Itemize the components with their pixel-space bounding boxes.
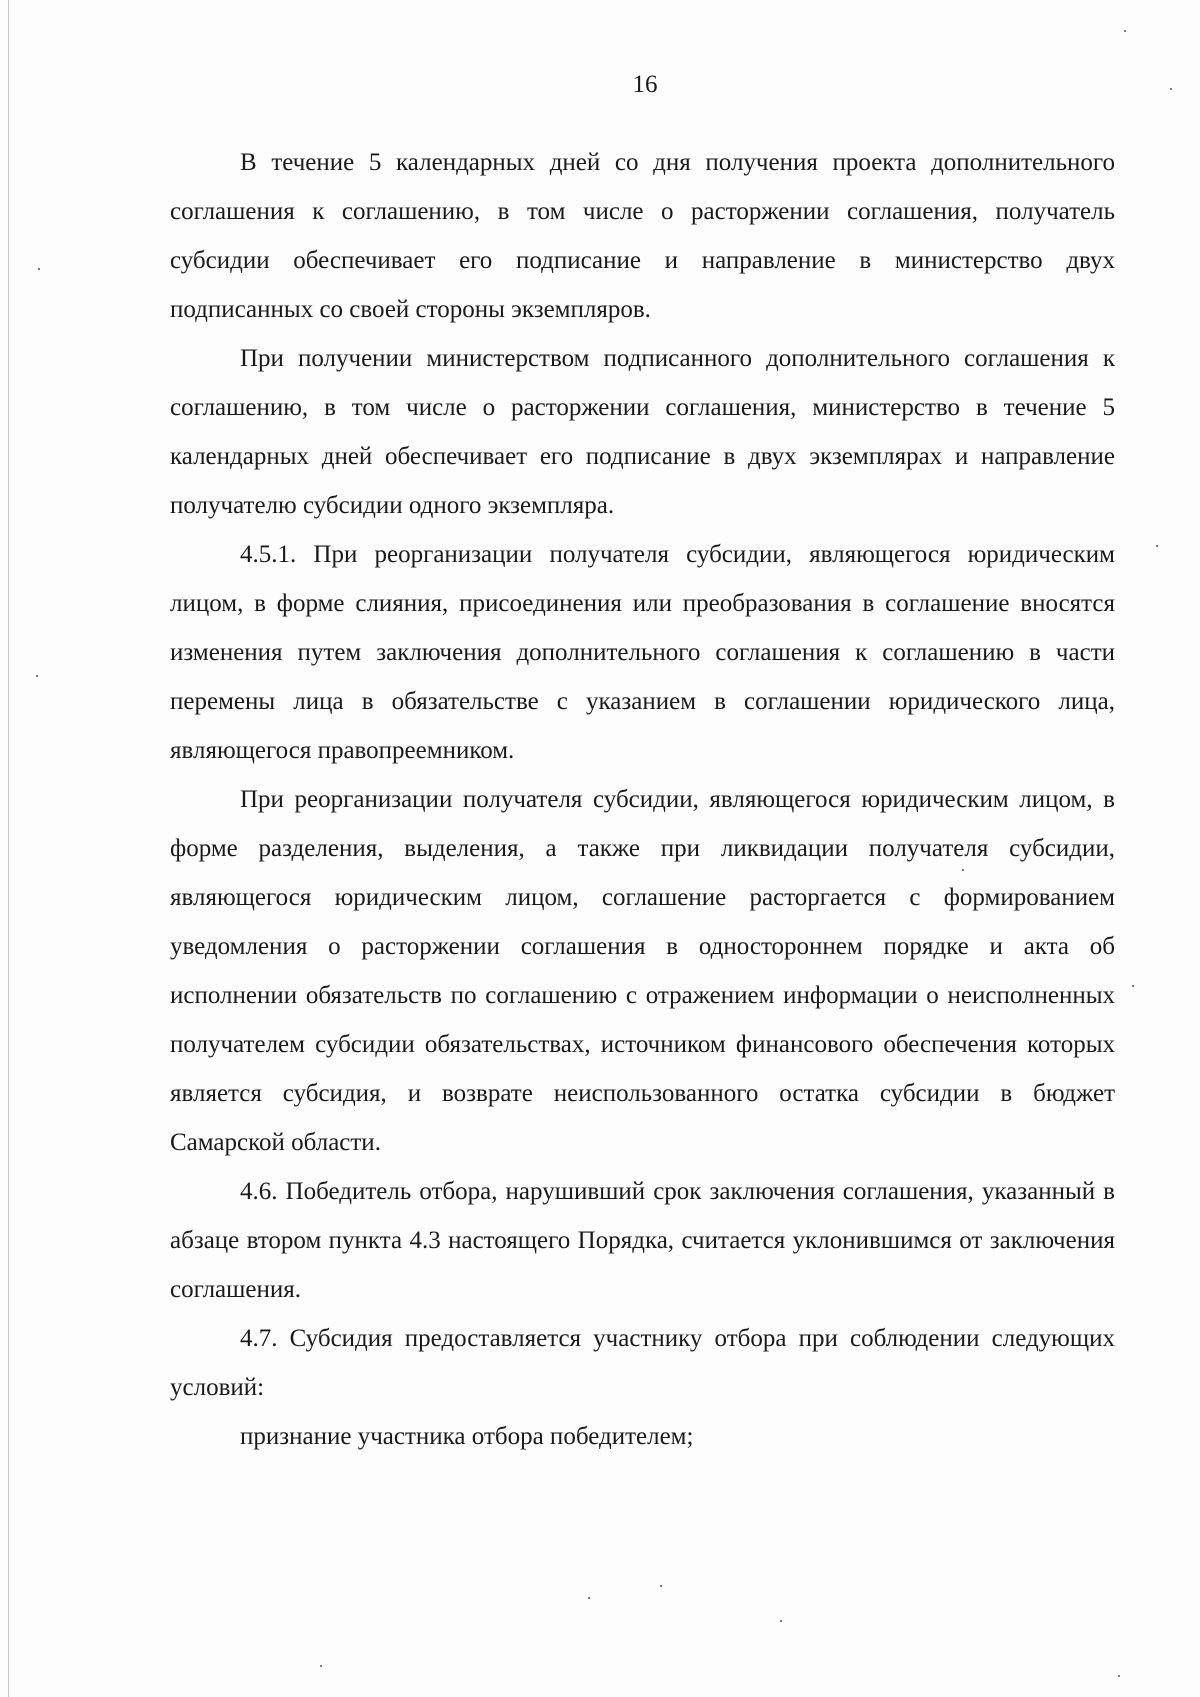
paragraph-4-6: 4.6. Победитель отбора, нарушивший срок заключения соглашения, указанный в абзаце втором пункта 4.3 настоящего Порядка, считается уклонившимся от заключения соглашения. [170,1178,1115,1303]
page-number: 16 [632,71,658,98]
document-body [170,138,1115,1461]
scan-speck [1132,985,1134,987]
paragraph-4-7: 4.7. Субсидия предоставляется участнику отбора при соблюдении следующих условий: [170,1325,1115,1401]
paragraph-reorganization-termination: При реорганизации получателя субсидии, являющегося юридическим лицом, в форме разделения, выделения, а также при ликвидации получателя субсидии, являющегося юридическим лицом, соглашение расторгается с формированием уведомления о расторжении соглашения в одностороннем порядке и акта об исполнении обязательств по соглашению с отражением информации о неисполненных получателем субсидии обязательствах, источником финансового обеспечения которых является субсидия, и возврате неиспользованного остатка субсидии в бюджет Самарской области. [170,786,1115,1156]
scan-speck [36,675,38,677]
scan-speck [320,1665,322,1667]
scan-speck [1170,88,1172,90]
scan-speck [1118,1675,1120,1677]
page-edge-line [8,0,9,1697]
paragraph-ministry-signing: При получении министерством подписанного дополнительного соглашения к соглашению, в том числе о расторжении соглашения, министерство в течение 5 календарных дней обеспечивает его подписание в двух экземплярах и направление получателю субсидии одного экземпляра. [170,345,1115,519]
scan-speck [588,1597,590,1599]
scan-speck [780,1620,782,1622]
paragraph-4-5-1: 4.5.1. При реорганизации получателя субсидии, являющегося юридическим лицом, в форме слияния, присоединения или преобразования в соглашение вносятся изменения путем заключения дополнительного соглашения к соглашению в части перемены лица в обязательстве с указанием в соглашении юридического лица, являющегося правопреемником. [170,541,1115,764]
paragraph-signing-deadline: В течение 5 календарных дней со дня получения проекта дополнительного соглашения к соглашению, в том числе о расторжении соглашения, получатель субсидии обеспечивает его подписание и направление в министерство двух подписанных со своей стороны экземпляров. [170,149,1115,323]
scan-speck [38,268,40,270]
scan-speck [1156,545,1158,547]
scan-speck [660,1585,662,1587]
scan-speck [1124,30,1126,32]
scan-speck [962,869,964,871]
paragraph-condition-winner: признание участника отбора победителем; [240,1423,694,1450]
